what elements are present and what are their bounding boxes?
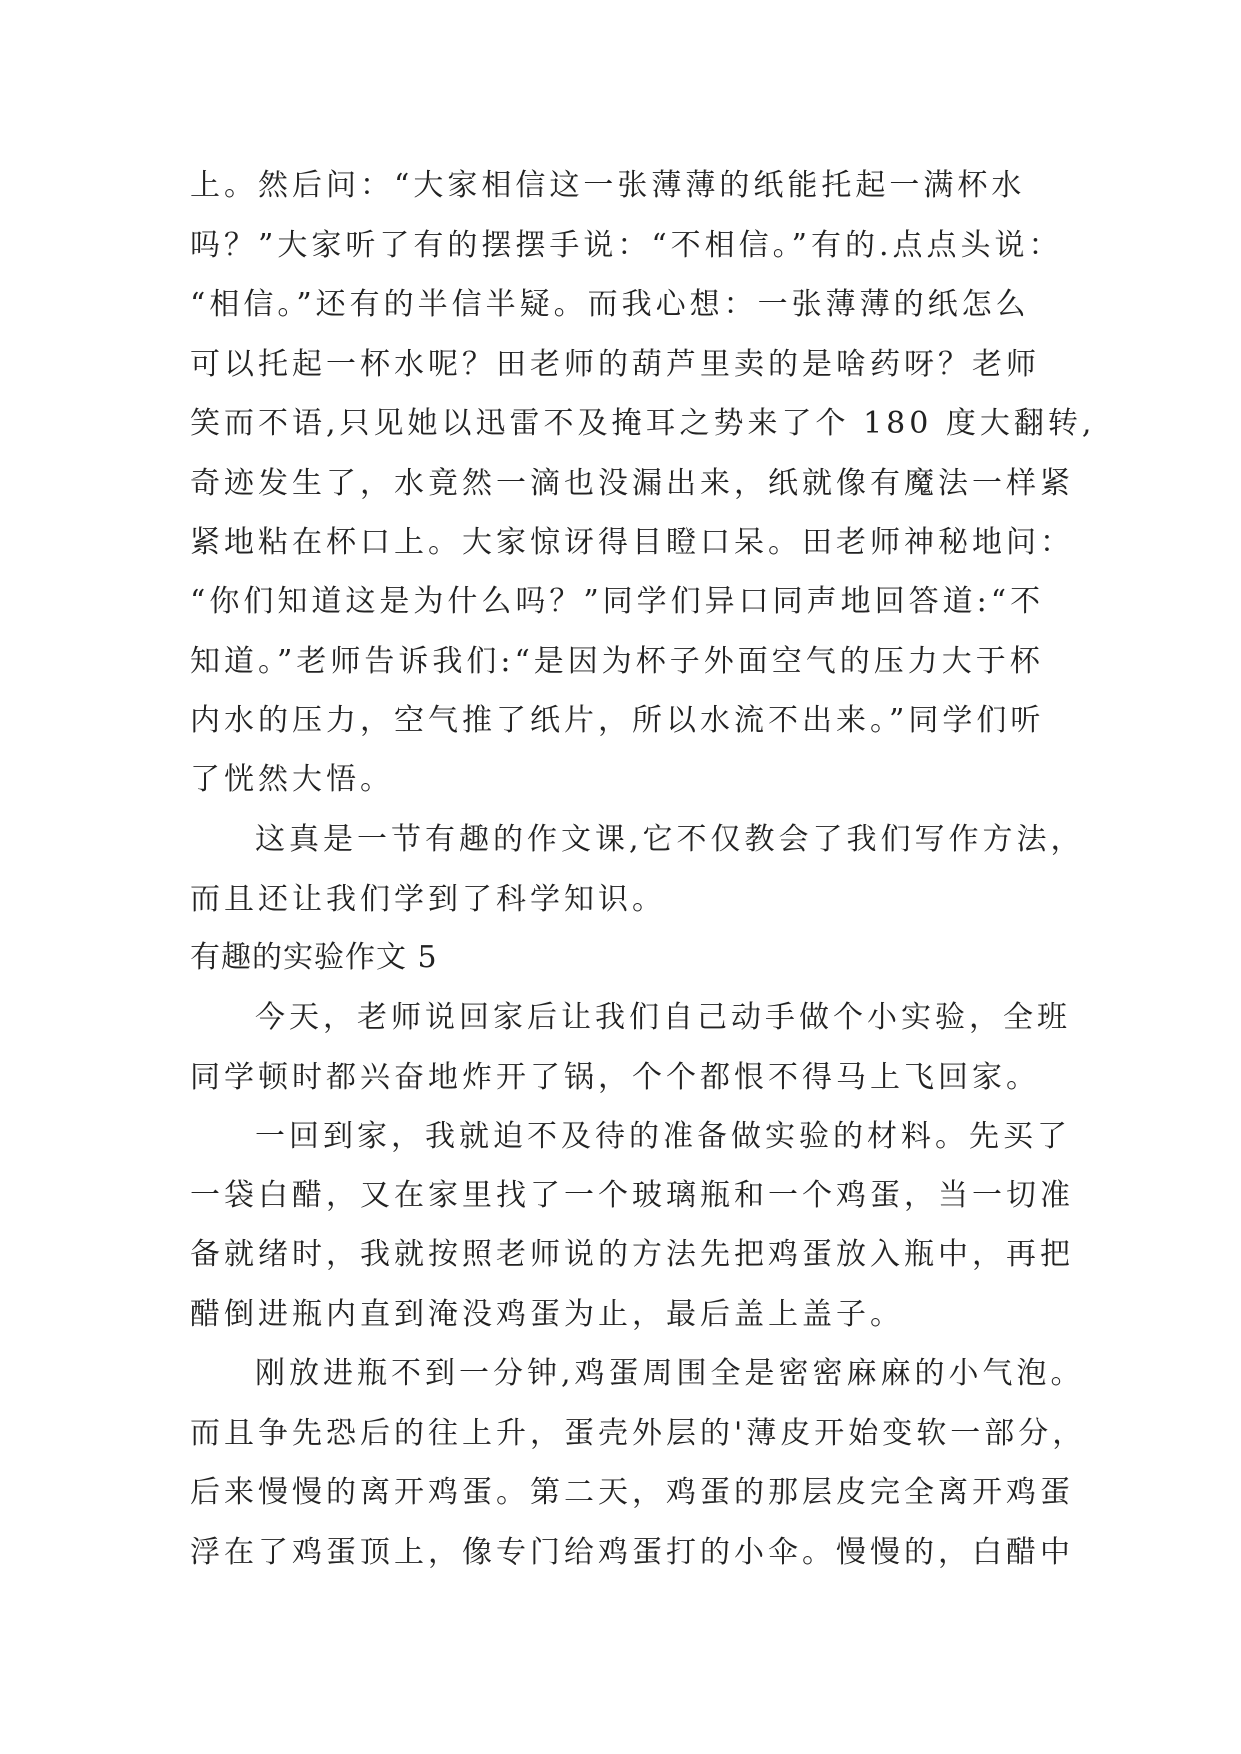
text-line: 同学顿时都兴奋地炸开了锅，个个都恨不得马上飞回家。 <box>190 1060 1040 1095</box>
text-line: 笑而不语,只见她以迅雷不及掩耳之势来了个 180 度大翻转, <box>190 406 1096 441</box>
text-line: 了恍然大悟。 <box>190 762 394 797</box>
paragraph-first-line: 一回到家，我就迫不及待的准备做实验的材料。先买了 <box>255 1119 1071 1154</box>
text-line: 浮在了鸡蛋顶上，像专门给鸡蛋打的小伞。慢慢的，白醋中 <box>190 1535 1074 1570</box>
text-line: “相信。”还有的半信半疑。而我心想：一张薄薄的纸怎么 <box>190 287 1030 322</box>
text-line: 吗？”大家听了有的摆摆手说：“不相信。”有的.点点头说： <box>190 228 1063 263</box>
section-heading: 有趣的实验作文 5 <box>190 940 438 975</box>
text-line: 而且争先恐后的往上升，蛋壳外层的'薄皮开始变软一部分， <box>190 1416 1087 1451</box>
text-line: 内水的压力，空气推了纸片，所以水流不出来。”同学们听 <box>190 703 1045 738</box>
text-line: 可以托起一杯水呢？田老师的葫芦里卖的是啥药呀？老师 <box>190 347 1040 382</box>
text-line: 后来慢慢的离开鸡蛋。第二天，鸡蛋的那层皮完全离开鸡蛋 <box>190 1475 1074 1510</box>
paragraph-first-line: 刚放进瓶不到一分钟,鸡蛋周围全是密密麻麻的小气泡。 <box>255 1356 1085 1391</box>
text-line: 紧地粘在杯口上。大家惊讶得目瞪口呆。田老师神秘地问： <box>190 525 1074 560</box>
text-line: 奇迹发生了，水竟然一滴也没漏出来，纸就像有魔法一样紧 <box>190 466 1074 501</box>
text-line: 而且还让我们学到了科学知识。 <box>190 882 666 917</box>
paragraph-first-line: 今天，老师说回家后让我们自己动手做个小实验，全班 <box>255 1000 1071 1035</box>
paragraph-first-line: 这真是一节有趣的作文课,它不仅教会了我们写作方法， <box>255 822 1085 857</box>
text-line: 知道。”老师告诉我们:“是因为杯子外面空气的压力大于杯 <box>190 644 1044 679</box>
text-line: “你们知道这是为什么吗？”同学们异口同声地回答道:“不 <box>190 584 1045 619</box>
text-line: 上。然后问：“大家相信这一张薄薄的纸能托起一满杯水 <box>190 168 1026 203</box>
text-line: 一袋白醋，又在家里找了一个玻璃瓶和一个鸡蛋，当一切准 <box>190 1178 1074 1213</box>
text-line: 醋倒进瓶内直到淹没鸡蛋为止，最后盖上盖子。 <box>190 1297 904 1332</box>
text-line: 备就绪时，我就按照老师说的方法先把鸡蛋放入瓶中，再把 <box>190 1237 1074 1272</box>
